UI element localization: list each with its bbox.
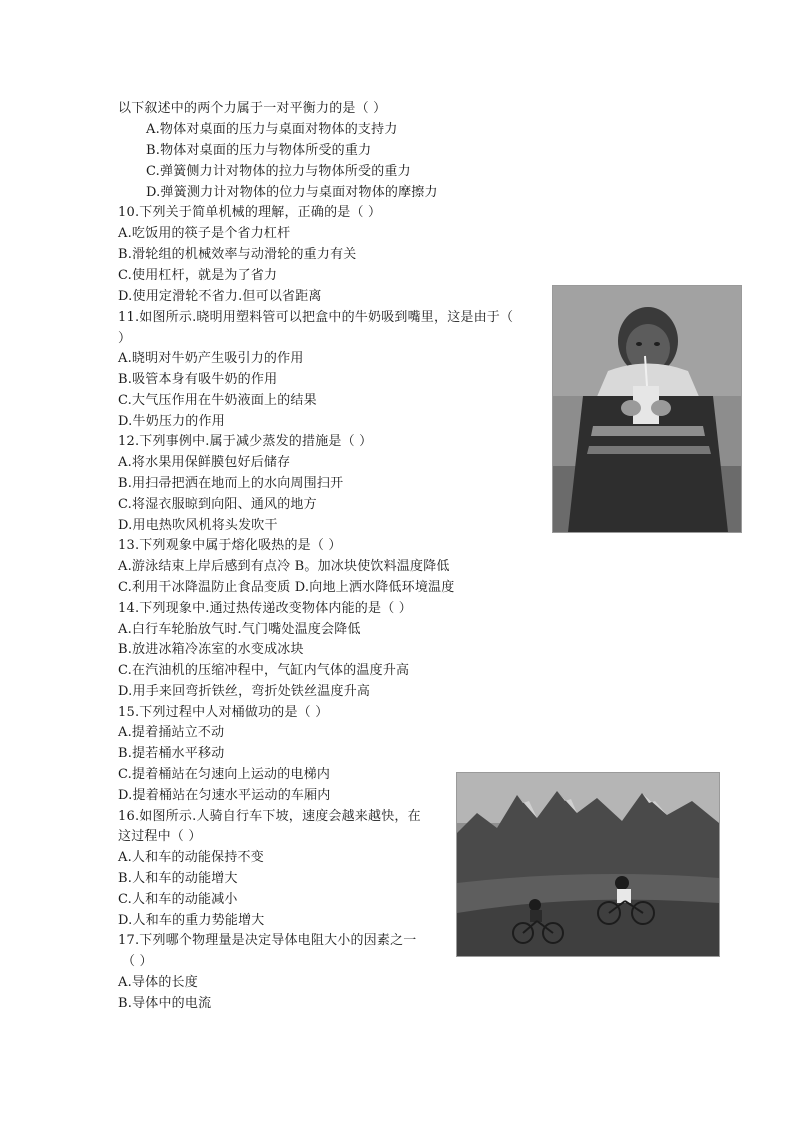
question-15-option-d: D.提着桶站在匀速水平运动的车厢内 [118, 788, 331, 803]
question-15-option-a: A.提着捅站立不动 [118, 725, 225, 740]
question-17-stem-continued: （ ） [122, 954, 153, 969]
question-11-option-c: C.大气压作用在牛奶液面上的结果 [118, 393, 317, 408]
question-13-options-ab: A.游泳结束上岸后感到有点冷 B。加冰块使饮料温度降低 [118, 559, 450, 574]
question-15-stem: 15.下列过程中人对桶做功的是（ ） [118, 705, 329, 720]
question-12-stem: 12.下列事例中.属于减少蒸发的措施是（ ） [118, 434, 373, 449]
question-11-option-a: A.晓明对牛奶产生吸引力的作用 [118, 351, 304, 366]
question-14-option-d: D.用手来回弯折铁丝，弯折处铁丝温度升高 [118, 684, 371, 699]
question-14-option-a: A.白行车轮胎放气时.气门嘴处温度会降低 [118, 622, 361, 637]
question-14-stem: 14.下列现象中.通过热传递改变物体内能的是（ ） [118, 601, 412, 616]
question-9-option-a: A.物体对桌面的压力与桌面对物体的支持力 [146, 122, 398, 137]
question-11-stem-continued: ） [118, 331, 132, 346]
question-11-option-b: B.吸管本身有吸牛奶的作用 [118, 372, 278, 387]
question-12-option-d: D.用电热吹风机将头发吹干 [118, 518, 278, 533]
question-16-option-c: C.人和车的动能减小 [118, 892, 238, 907]
question-17-option-a: A.导体的长度 [118, 975, 198, 990]
question-12-option-c: C.将湿衣服晾到向阳、通风的地方 [118, 497, 317, 512]
question-14-option-c: C.在汽油机的压缩冲程中，气缸内气体的温度升高 [118, 663, 410, 678]
question-10-option-b: B.滑轮组的机械效率与动滑轮的重力有关 [118, 247, 357, 262]
question-15-option-b: B.提若桶水平移动 [118, 746, 225, 761]
cycling-downhill-photo [456, 772, 720, 957]
question-11-stem: 11.如图所示.晓明用塑料管可以把盒中的牛奶吸到嘴里，这是由于（ [118, 310, 514, 325]
question-17-option-b: B.导体中的电流 [118, 996, 212, 1011]
question-13-stem: 13.下列观象中属于熔化吸热的是（ ） [118, 538, 342, 553]
question-9-option-c: C.弹簧侧力计对物体的拉力与物体所受的重力 [146, 164, 411, 179]
question-10-option-a: A.吃饭用的筷子是个省力杠杆 [118, 226, 291, 241]
question-16-option-d: D.人和车的重力势能增大 [118, 913, 265, 928]
question-12-option-b: B.用扫帚把洒在地而上的水向周围扫开 [118, 476, 344, 491]
milk-straw-photo [552, 285, 742, 533]
question-10-stem: 10.下列关于简单机械的理解，正确的是（ ） [118, 205, 382, 220]
question-16-stem: 16.如图所示.人骑自行车下坡，速度会越来越快，在 [118, 809, 421, 824]
question-14-option-b: B.放进冰箱冷冻室的水变成冰块 [118, 642, 304, 657]
question-9-option-d: D.弹簧测力计对物体的位力与桌面对物体的摩擦力 [146, 185, 438, 200]
question-10-option-c: C.使用杠杆，就是为了省力 [118, 268, 278, 283]
question-17-stem: 17.下列哪个物理量是决定导体电阻大小的因素之一 [118, 933, 417, 948]
question-10-option-d: D.使用定滑轮不省力.但可以省距离 [118, 289, 322, 304]
question-15-option-c: C.提着桶站在匀速向上运动的电梯内 [118, 767, 331, 782]
question-11-option-d: D.牛奶压力的作用 [118, 414, 225, 429]
question-12-option-a: A.将水果用保鲜膜包好后储存 [118, 455, 291, 470]
question-13-options-cd: C.利用干冰降温防止食品变质 D.向地上洒水降低环境温度 [118, 580, 455, 595]
question-16-option-b: B.人和车的动能增大 [118, 871, 238, 886]
question-16-option-a: A.人和车的动能保持不变 [118, 850, 264, 865]
question-9-stem: 以下叙述中的两个力属于一对平衡力的是（ ） [118, 101, 387, 116]
question-9-option-b: B.物体对桌面的压力与物体所受的重力 [146, 143, 372, 158]
question-16-stem-continued: 这过程中（ ） [118, 829, 202, 844]
